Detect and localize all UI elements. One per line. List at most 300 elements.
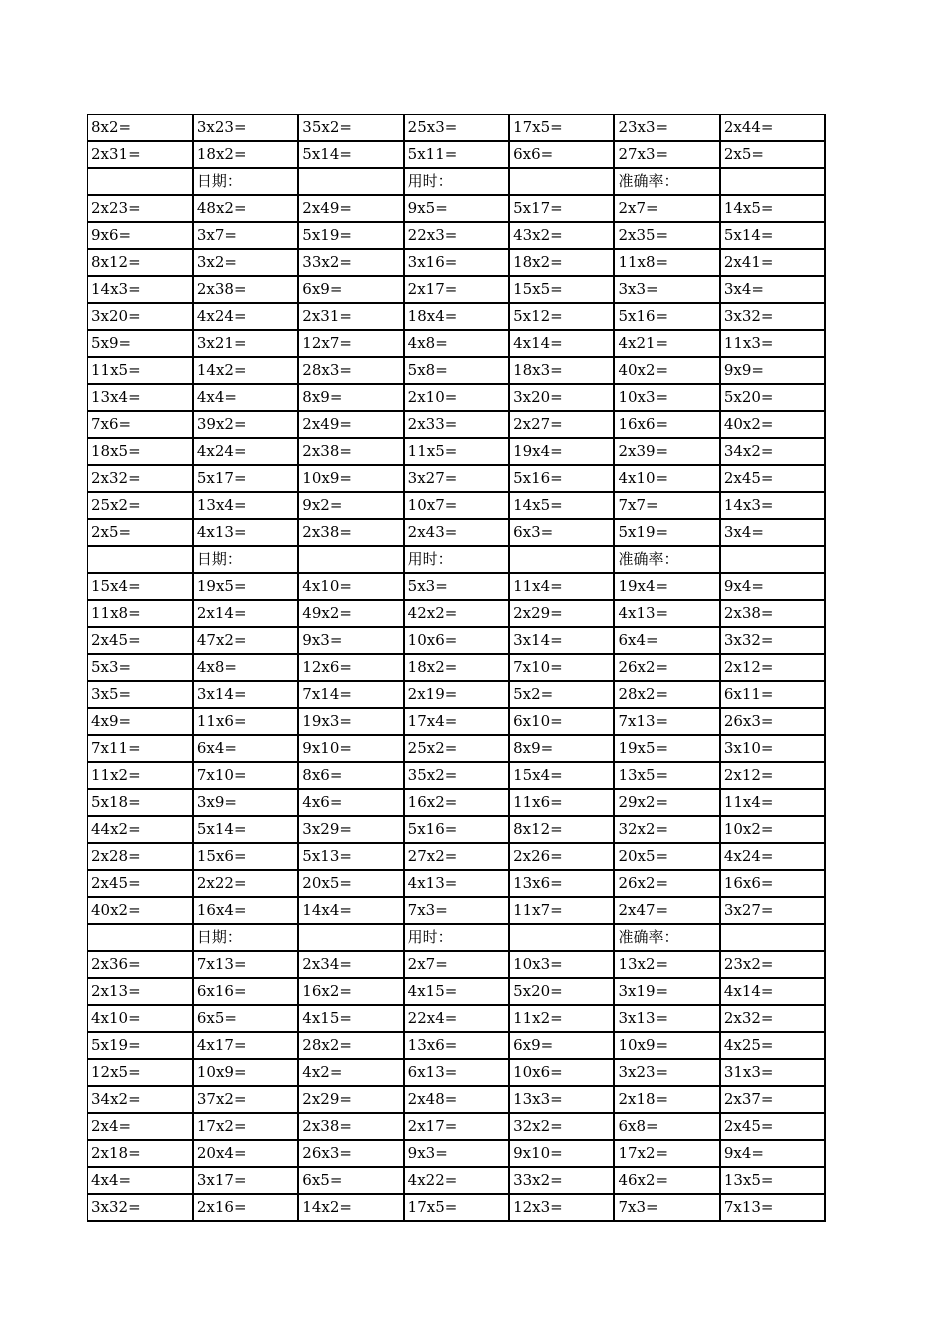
problem-cell: 6x8=	[614, 1113, 719, 1140]
problem-cell: 9x6=	[88, 222, 193, 249]
problem-cell: 4x24=	[193, 303, 298, 330]
problem-cell: 3x10=	[720, 735, 825, 762]
problem-cell: 2x32=	[88, 465, 193, 492]
problem-cell: 15x4=	[88, 573, 193, 600]
problem-cell: 11x8=	[88, 600, 193, 627]
problem-cell: 2x28=	[88, 843, 193, 870]
problem-cell: 6x13=	[404, 1059, 509, 1086]
problem-cell: 14x3=	[88, 276, 193, 303]
problem-cell: 20x5=	[298, 870, 403, 897]
problem-cell: 13x5=	[614, 762, 719, 789]
time-label: 用时：	[404, 168, 509, 195]
problem-cell: 5x19=	[88, 1032, 193, 1059]
problem-cell: 3x27=	[720, 897, 825, 924]
problem-cell: 3x19=	[614, 978, 719, 1005]
problem-cell: 7x3=	[614, 1194, 719, 1221]
problem-cell: 2x38=	[298, 519, 403, 546]
problem-cell: 11x5=	[404, 438, 509, 465]
date-field	[298, 546, 403, 573]
problem-cell: 3x21=	[193, 330, 298, 357]
problem-cell: 4x24=	[720, 843, 825, 870]
problem-cell: 40x2=	[720, 411, 825, 438]
problem-cell: 5x18=	[88, 789, 193, 816]
problem-cell: 14x5=	[509, 492, 614, 519]
time-field	[509, 546, 614, 573]
problem-row	[88, 222, 826, 249]
problem-cell: 5x11=	[404, 141, 509, 168]
problem-cell: 4x14=	[509, 330, 614, 357]
problem-cell: 13x6=	[509, 870, 614, 897]
problem-cell: 12x6=	[298, 654, 403, 681]
problem-cell: 4x10=	[298, 573, 403, 600]
problem-cell: 5x12=	[509, 303, 614, 330]
problem-cell: 16x4=	[193, 897, 298, 924]
problem-cell: 6x6=	[509, 141, 614, 168]
problem-cell: 2x22=	[193, 870, 298, 897]
problem-cell: 11x5=	[88, 357, 193, 384]
accuracy-field	[720, 168, 825, 195]
problem-cell: 2x45=	[720, 465, 825, 492]
problem-cell: 4x2=	[298, 1059, 403, 1086]
problem-cell: 7x11=	[88, 735, 193, 762]
problem-cell: 29x2=	[614, 789, 719, 816]
problem-row	[88, 654, 826, 681]
worksheet-body	[88, 115, 826, 1222]
problem-cell: 5x16=	[509, 465, 614, 492]
problem-cell: 18x2=	[193, 141, 298, 168]
accuracy-field	[720, 924, 825, 951]
problem-cell: 25x2=	[88, 492, 193, 519]
problem-cell: 6x5=	[298, 1167, 403, 1194]
problem-cell: 15x6=	[193, 843, 298, 870]
problem-cell: 7x6=	[88, 411, 193, 438]
problem-cell: 17x4=	[404, 708, 509, 735]
problem-cell: 5x19=	[614, 519, 719, 546]
header-blank-cell	[88, 924, 193, 951]
problem-cell: 3x16=	[404, 249, 509, 276]
problem-cell: 17x5=	[509, 115, 614, 142]
problem-row	[88, 789, 826, 816]
problem-cell: 3x14=	[193, 681, 298, 708]
problem-cell: 2x45=	[720, 1113, 825, 1140]
problem-cell: 26x2=	[614, 870, 719, 897]
problem-row	[88, 1194, 826, 1221]
problem-cell: 10x9=	[193, 1059, 298, 1086]
problem-cell: 2x47=	[614, 897, 719, 924]
problem-cell: 2x23=	[88, 195, 193, 222]
problem-cell: 2x27=	[509, 411, 614, 438]
problem-cell: 12x7=	[298, 330, 403, 357]
problem-cell: 2x43=	[404, 519, 509, 546]
problem-row	[88, 384, 826, 411]
problem-cell: 4x14=	[720, 978, 825, 1005]
problem-cell: 5x19=	[298, 222, 403, 249]
problem-cell: 6x4=	[614, 627, 719, 654]
problem-cell: 3x5=	[88, 681, 193, 708]
problem-cell: 2x36=	[88, 951, 193, 978]
problem-cell: 6x4=	[193, 735, 298, 762]
problem-cell: 4x17=	[193, 1032, 298, 1059]
problem-cell: 2x17=	[404, 276, 509, 303]
problem-row	[88, 897, 826, 924]
problem-cell: 3x4=	[720, 519, 825, 546]
worksheet-header-row	[88, 168, 826, 195]
time-label: 用时：	[404, 546, 509, 573]
problem-cell: 3x23=	[193, 115, 298, 142]
problem-cell: 19x3=	[298, 708, 403, 735]
problem-row	[88, 1032, 826, 1059]
problem-cell: 49x2=	[298, 600, 403, 627]
worksheet-sheet	[87, 114, 825, 1222]
problem-row	[88, 735, 826, 762]
problem-cell: 4x21=	[614, 330, 719, 357]
problem-cell: 32x2=	[509, 1113, 614, 1140]
problem-cell: 2x41=	[720, 249, 825, 276]
problem-cell: 3x20=	[88, 303, 193, 330]
problem-cell: 23x2=	[720, 951, 825, 978]
problem-cell: 2x16=	[193, 1194, 298, 1221]
problem-cell: 13x2=	[614, 951, 719, 978]
problem-cell: 2x38=	[720, 600, 825, 627]
problem-cell: 9x3=	[404, 1140, 509, 1167]
problem-row	[88, 330, 826, 357]
problem-cell: 9x9=	[720, 357, 825, 384]
problem-cell: 5x17=	[509, 195, 614, 222]
problem-cell: 7x13=	[614, 708, 719, 735]
problem-cell: 4x4=	[193, 384, 298, 411]
problem-cell: 3x20=	[509, 384, 614, 411]
problem-row	[88, 681, 826, 708]
time-field	[509, 168, 614, 195]
problem-cell: 2x18=	[88, 1140, 193, 1167]
problem-row	[88, 627, 826, 654]
problem-cell: 2x13=	[88, 978, 193, 1005]
problem-cell: 2x38=	[298, 1113, 403, 1140]
problem-cell: 4x15=	[298, 1005, 403, 1032]
problem-cell: 2x33=	[404, 411, 509, 438]
problem-cell: 10x2=	[720, 816, 825, 843]
problem-cell: 15x4=	[509, 762, 614, 789]
problem-cell: 2x12=	[720, 654, 825, 681]
problem-cell: 17x5=	[404, 1194, 509, 1221]
problem-cell: 37x2=	[193, 1086, 298, 1113]
problem-cell: 17x2=	[614, 1140, 719, 1167]
problem-cell: 2x45=	[88, 627, 193, 654]
problem-row	[88, 1059, 826, 1086]
problem-cell: 2x38=	[298, 438, 403, 465]
problem-cell: 5x13=	[298, 843, 403, 870]
problem-cell: 2x29=	[509, 600, 614, 627]
problem-cell: 16x2=	[298, 978, 403, 1005]
problem-cell: 27x3=	[614, 141, 719, 168]
problem-cell: 44x2=	[88, 816, 193, 843]
worksheet-header-row	[88, 924, 826, 951]
problem-cell: 4x6=	[298, 789, 403, 816]
problem-cell: 18x2=	[509, 249, 614, 276]
problem-cell: 11x6=	[509, 789, 614, 816]
problem-row	[88, 411, 826, 438]
problem-cell: 19x5=	[614, 735, 719, 762]
problem-cell: 46x2=	[614, 1167, 719, 1194]
problem-cell: 15x5=	[509, 276, 614, 303]
problem-cell: 11x2=	[88, 762, 193, 789]
problem-cell: 4x22=	[404, 1167, 509, 1194]
problem-row	[88, 357, 826, 384]
problem-cell: 8x9=	[509, 735, 614, 762]
problem-cell: 3x32=	[88, 1194, 193, 1221]
problem-cell: 2x48=	[404, 1086, 509, 1113]
time-field	[509, 924, 614, 951]
problem-cell: 9x3=	[298, 627, 403, 654]
problem-cell: 16x2=	[404, 789, 509, 816]
problem-cell: 2x29=	[298, 1086, 403, 1113]
problem-cell: 12x5=	[88, 1059, 193, 1086]
problem-cell: 31x3=	[720, 1059, 825, 1086]
date-label: 日期：	[193, 924, 298, 951]
problem-cell: 3x23=	[614, 1059, 719, 1086]
problem-cell: 18x5=	[88, 438, 193, 465]
problem-cell: 20x4=	[193, 1140, 298, 1167]
problem-cell: 4x13=	[193, 519, 298, 546]
date-label: 日期：	[193, 168, 298, 195]
multiplication-worksheet-table	[87, 114, 826, 1222]
problem-row	[88, 843, 826, 870]
problem-row	[88, 303, 826, 330]
problem-cell: 2x19=	[404, 681, 509, 708]
problem-cell: 14x4=	[298, 897, 403, 924]
problem-row	[88, 115, 826, 142]
problem-cell: 2x31=	[88, 141, 193, 168]
problem-cell: 34x2=	[88, 1086, 193, 1113]
problem-cell: 8x6=	[298, 762, 403, 789]
problem-cell: 6x10=	[509, 708, 614, 735]
problem-cell: 35x2=	[404, 762, 509, 789]
date-label: 日期：	[193, 546, 298, 573]
problem-cell: 26x3=	[298, 1140, 403, 1167]
problem-cell: 7x7=	[614, 492, 719, 519]
problem-cell: 7x10=	[509, 654, 614, 681]
problem-cell: 8x12=	[88, 249, 193, 276]
problem-row	[88, 1005, 826, 1032]
problem-cell: 2x14=	[193, 600, 298, 627]
problem-cell: 42x2=	[404, 600, 509, 627]
problem-cell: 3x27=	[404, 465, 509, 492]
problem-cell: 14x2=	[298, 1194, 403, 1221]
problem-cell: 5x20=	[720, 384, 825, 411]
problem-cell: 11x2=	[509, 1005, 614, 1032]
problem-cell: 5x16=	[614, 303, 719, 330]
problem-cell: 2x10=	[404, 384, 509, 411]
problem-cell: 9x10=	[509, 1140, 614, 1167]
problem-cell: 40x2=	[88, 897, 193, 924]
problem-row	[88, 600, 826, 627]
problem-cell: 10x6=	[509, 1059, 614, 1086]
accuracy-label: 准确率：	[614, 546, 719, 573]
problem-cell: 4x4=	[88, 1167, 193, 1194]
problem-cell: 9x10=	[298, 735, 403, 762]
problem-cell: 11x3=	[720, 330, 825, 357]
problem-cell: 13x4=	[193, 492, 298, 519]
problem-cell: 2x35=	[614, 222, 719, 249]
problem-cell: 11x4=	[509, 573, 614, 600]
problem-cell: 28x3=	[298, 357, 403, 384]
problem-row	[88, 438, 826, 465]
problem-cell: 4x15=	[404, 978, 509, 1005]
problem-cell: 2x5=	[720, 141, 825, 168]
problem-cell: 11x8=	[614, 249, 719, 276]
problem-row	[88, 978, 826, 1005]
problem-cell: 3x29=	[298, 816, 403, 843]
problem-cell: 18x3=	[509, 357, 614, 384]
problem-cell: 2x7=	[614, 195, 719, 222]
problem-row	[88, 951, 826, 978]
problem-cell: 7x13=	[193, 951, 298, 978]
time-label: 用时：	[404, 924, 509, 951]
problem-cell: 9x4=	[720, 1140, 825, 1167]
problem-cell: 5x3=	[404, 573, 509, 600]
problem-cell: 22x3=	[404, 222, 509, 249]
problem-cell: 7x3=	[404, 897, 509, 924]
problem-cell: 5x20=	[509, 978, 614, 1005]
problem-cell: 18x2=	[404, 654, 509, 681]
problem-cell: 5x8=	[404, 357, 509, 384]
problem-cell: 7x10=	[193, 762, 298, 789]
problem-row	[88, 276, 826, 303]
problem-cell: 47x2=	[193, 627, 298, 654]
accuracy-label: 准确率：	[614, 924, 719, 951]
problem-cell: 2x26=	[509, 843, 614, 870]
problem-cell: 3x9=	[193, 789, 298, 816]
problem-cell: 9x4=	[720, 573, 825, 600]
problem-row	[88, 519, 826, 546]
problem-cell: 13x4=	[88, 384, 193, 411]
problem-cell: 2x32=	[720, 1005, 825, 1032]
problem-cell: 17x2=	[193, 1113, 298, 1140]
problem-cell: 22x4=	[404, 1005, 509, 1032]
problem-cell: 4x24=	[193, 438, 298, 465]
problem-cell: 2x12=	[720, 762, 825, 789]
problem-cell: 5x14=	[720, 222, 825, 249]
problem-cell: 8x2=	[88, 115, 193, 142]
problem-cell: 3x4=	[720, 276, 825, 303]
problem-row	[88, 195, 826, 222]
problem-cell: 11x6=	[193, 708, 298, 735]
problem-cell: 25x2=	[404, 735, 509, 762]
header-blank-cell	[88, 546, 193, 573]
problem-row	[88, 1167, 826, 1194]
problem-cell: 3x32=	[720, 303, 825, 330]
problem-cell: 6x9=	[298, 276, 403, 303]
problem-cell: 5x14=	[298, 141, 403, 168]
problem-cell: 2x39=	[614, 438, 719, 465]
worksheet-header-row	[88, 546, 826, 573]
problem-cell: 10x7=	[404, 492, 509, 519]
problem-cell: 10x3=	[614, 384, 719, 411]
problem-row	[88, 465, 826, 492]
problem-cell: 19x5=	[193, 573, 298, 600]
problem-cell: 4x10=	[88, 1005, 193, 1032]
date-field	[298, 168, 403, 195]
problem-cell: 10x9=	[614, 1032, 719, 1059]
problem-cell: 35x2=	[298, 115, 403, 142]
problem-cell: 4x13=	[404, 870, 509, 897]
accuracy-label: 准确率：	[614, 168, 719, 195]
problem-cell: 8x12=	[509, 816, 614, 843]
problem-cell: 5x3=	[88, 654, 193, 681]
problem-cell: 39x2=	[193, 411, 298, 438]
problem-cell: 5x14=	[193, 816, 298, 843]
problem-cell: 10x6=	[404, 627, 509, 654]
problem-cell: 43x2=	[509, 222, 614, 249]
problem-cell: 11x4=	[720, 789, 825, 816]
problem-row	[88, 708, 826, 735]
problem-cell: 26x3=	[720, 708, 825, 735]
problem-row	[88, 1113, 826, 1140]
problem-cell: 2x38=	[193, 276, 298, 303]
problem-cell: 2x37=	[720, 1086, 825, 1113]
problem-cell: 3x14=	[509, 627, 614, 654]
problem-cell: 4x10=	[614, 465, 719, 492]
problem-cell: 2x7=	[404, 951, 509, 978]
problem-row	[88, 870, 826, 897]
header-blank-cell	[88, 168, 193, 195]
problem-cell: 4x8=	[404, 330, 509, 357]
problem-cell: 13x5=	[720, 1167, 825, 1194]
problem-cell: 2x44=	[720, 115, 825, 142]
problem-cell: 2x49=	[298, 195, 403, 222]
problem-cell: 20x5=	[614, 843, 719, 870]
problem-cell: 3x7=	[193, 222, 298, 249]
problem-cell: 33x2=	[298, 249, 403, 276]
problem-cell: 7x13=	[720, 1194, 825, 1221]
problem-cell: 2x34=	[298, 951, 403, 978]
problem-cell: 13x3=	[509, 1086, 614, 1113]
problem-cell: 4x8=	[193, 654, 298, 681]
problem-cell: 2x49=	[298, 411, 403, 438]
problem-cell: 48x2=	[193, 195, 298, 222]
problem-cell: 6x9=	[509, 1032, 614, 1059]
problem-cell: 9x2=	[298, 492, 403, 519]
problem-cell: 19x4=	[509, 438, 614, 465]
problem-row	[88, 1086, 826, 1113]
problem-cell: 5x16=	[404, 816, 509, 843]
problem-cell: 2x31=	[298, 303, 403, 330]
problem-row	[88, 141, 826, 168]
problem-cell: 11x7=	[509, 897, 614, 924]
problem-cell: 33x2=	[509, 1167, 614, 1194]
problem-row	[88, 762, 826, 789]
problem-cell: 10x3=	[509, 951, 614, 978]
problem-cell: 6x16=	[193, 978, 298, 1005]
accuracy-field	[720, 546, 825, 573]
problem-row	[88, 492, 826, 519]
problem-cell: 5x2=	[509, 681, 614, 708]
problem-cell: 14x5=	[720, 195, 825, 222]
problem-cell: 2x17=	[404, 1113, 509, 1140]
problem-cell: 5x17=	[193, 465, 298, 492]
problem-cell: 6x3=	[509, 519, 614, 546]
problem-cell: 26x2=	[614, 654, 719, 681]
problem-row	[88, 573, 826, 600]
date-field	[298, 924, 403, 951]
problem-cell: 3x3=	[614, 276, 719, 303]
problem-cell: 27x2=	[404, 843, 509, 870]
problem-cell: 2x45=	[88, 870, 193, 897]
problem-cell: 13x6=	[404, 1032, 509, 1059]
problem-cell: 28x2=	[614, 681, 719, 708]
problem-cell: 10x9=	[298, 465, 403, 492]
problem-cell: 4x13=	[614, 600, 719, 627]
